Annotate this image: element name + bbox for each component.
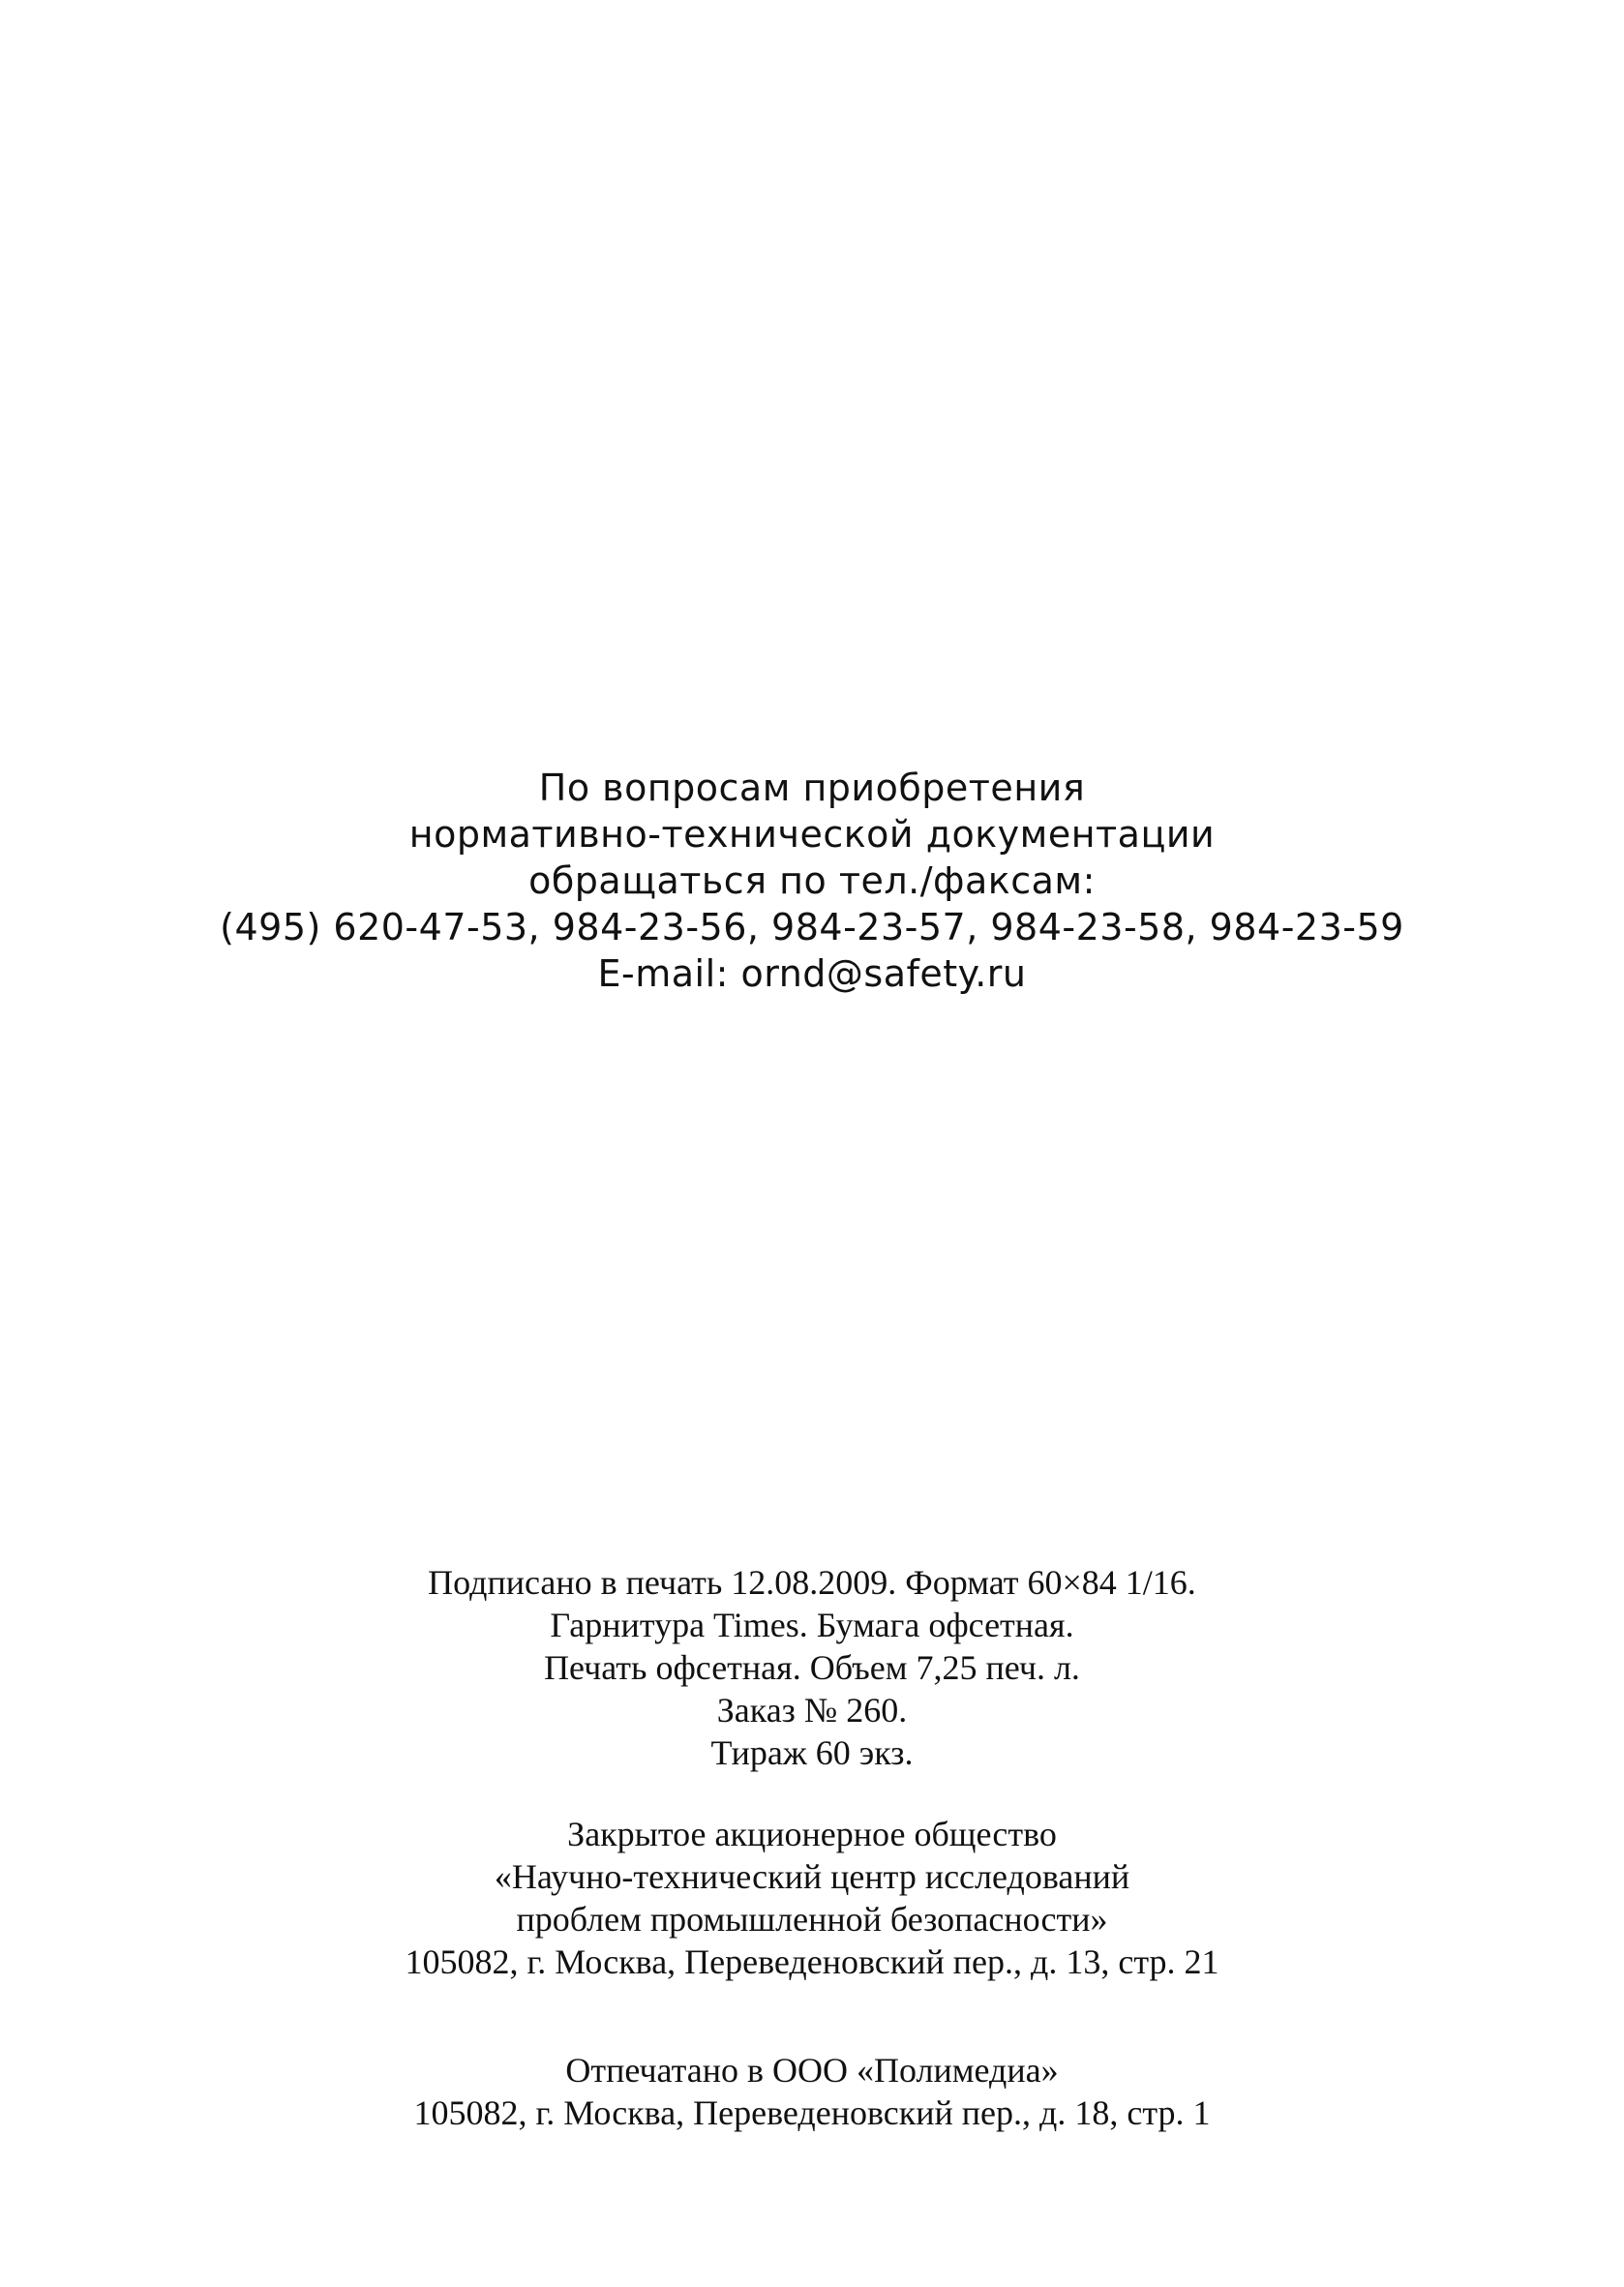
imprint-line-typeface-paper: Гарнитура Times. Бумага офсетная. bbox=[550, 1606, 1074, 1644]
imprint-line-signed-format: Подписано в печать 12.08.2009. Формат 60×84 1/16. bbox=[428, 1563, 1196, 1602]
imprint-line-printing-volume: Печать офсетная. Объем 7,25 печ. л. bbox=[544, 1648, 1080, 1687]
publisher-line-company-type: Закрытое акционерное общество bbox=[567, 1815, 1057, 1853]
contact-info-block bbox=[0, 765, 1624, 997]
contact-line-purchase: По вопросам приобретения bbox=[538, 767, 1086, 809]
publisher-line-address: 105082, г. Москва, Переведеновский пер., д. 13, стр. 21 bbox=[405, 1942, 1219, 1981]
imprint-block bbox=[0, 1561, 1624, 1774]
printer-block bbox=[0, 2049, 1624, 2134]
publisher-line-name-part1: «Научно-технический центр исследований bbox=[494, 1857, 1130, 1896]
publisher-line-name-part2: проблем промышленной безопасности» bbox=[516, 1900, 1108, 1939]
contact-line-email: E-mail: ornd@safety.ru bbox=[597, 952, 1027, 995]
imprint-line-order: Заказ № 260. bbox=[716, 1691, 908, 1730]
contact-line-phone-numbers: (495) 620-47-53, 984-23-56, 984-23-57, 984-23-58, 984-23-59 bbox=[220, 906, 1404, 948]
contact-line-phones-label: обращаться по тел./факсам: bbox=[528, 859, 1096, 902]
imprint-line-print-run: Тираж 60 экз. bbox=[710, 1733, 914, 1772]
contact-line-documentation: нормативно-технической документации bbox=[408, 813, 1216, 856]
printer-line-address: 105082, г. Москва, Переведеновский пер., д. 18, стр. 1 bbox=[413, 2093, 1211, 2132]
printer-line-name: Отпечатано в ООО «Полимедиа» bbox=[565, 2051, 1059, 2090]
publisher-block bbox=[0, 1813, 1624, 1983]
